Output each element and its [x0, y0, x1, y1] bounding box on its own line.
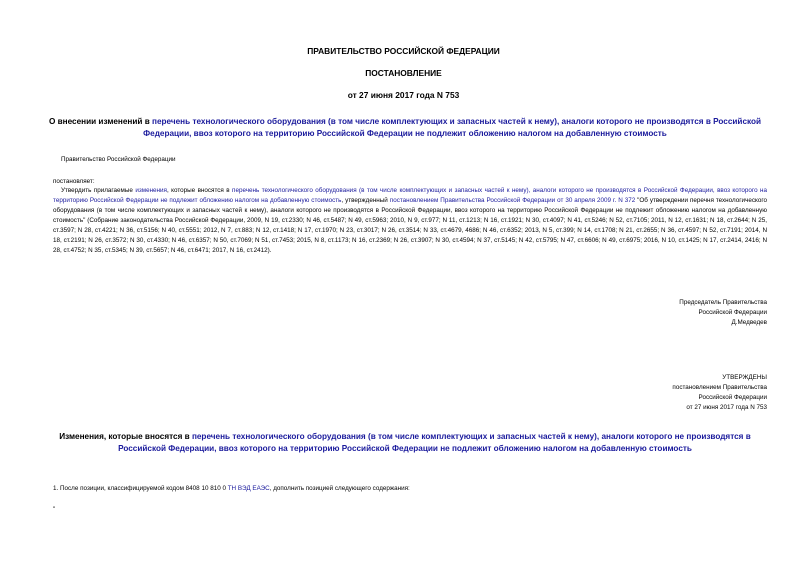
approved-block	[672, 373, 767, 413]
approved-line-4: от 27 июня 2017 года N 753	[686, 404, 767, 411]
changes-title	[40, 431, 770, 455]
p1-text-c: , утвержденный	[341, 197, 390, 204]
title-prefix: О внесении изменений в	[48, 117, 153, 126]
signature-line-1: Председатель Правительства	[679, 299, 767, 306]
document-date-number: от 27 июня 2017 года N 753	[347, 90, 460, 100]
document-title	[40, 116, 770, 140]
equipment-list-link[interactable]: перечень технологического оборудования (в том числе комплектующих и запасных частей к нему), аналоги которого не производятся в Российской Федерации, ввоз которого на территорию Российской Федерации не подлежит обложению налогом на добавленную стоимость	[53, 187, 767, 204]
p1-text-a: Утвердить прилагаемые	[61, 187, 136, 194]
approved-line-2: постановлением Правительства	[672, 384, 767, 391]
title-link[interactable]: перечень технологического оборудования (в том числе комплектующих и запасных частей к нему), аналоги которого не производятся в Российской Федерации, ввоз которого на территорию Российской Федерации не подлежит обложению налогом на добавленную стоимость	[143, 117, 762, 138]
signature-block	[679, 298, 767, 328]
item-1-text-a: 1. После позиции, классифицируемой кодом 8408 10 810 0	[53, 485, 228, 492]
item-1	[53, 484, 410, 494]
tn-ved-link[interactable]: ТН ВЭД ЕАЭС	[227, 485, 270, 492]
signature-line-3: Д.Медведев	[731, 319, 767, 326]
quote-mark: "	[53, 506, 56, 513]
p1-text-d: "Об утверждении перечня технологического оборудования (в том числе комплектующих и запасных частей к нему), аналоги которого не производятся в Российской Федерации, ввоз которого на территорию Российской Федерации не подлежит обложению налогом на добавленную стоимость" (Собрание законодательства Российской Федерации, 2009, N 19, ст.2330; N 46, ст.5487; N 49, ст.5963; 2010, N 9, ст.977; N 11, ст.1213; N 16, ст.1921; N 30, ст.4097; N 41, ст.5246; N 52, ст.7105; 2011, N 12, ст.1631; N 18, ст.2644; N 25, ст.3597; N 28, ст.4221; N 36, ст.5156; N 40, ст.5551; 2012, N 7, ст.883; N 12, ст.1418; N 17, ст.1970; N 23, ст.3017; N 26, ст.3514; N 33, ст.4679, 4686; N 46, ст.6352; 2013, N 5, ст.399; N 14, ст.1708; N 21, ст.2655; N 36, ст.4597; N 52, ст.7191; 2014, N 18, ст.2191; N 26, ст.3572; N 30, ст.4330; N 46, ст.6357; N 50, ст.7069; N 51, ст.7453; 2015, N 8, ст.1173; N 16, ст.2369; N 26, ст.3907; N 30, ст.4594; N 37, ст.5145; N 42, ст.5795; N 47, ст.6606; N 49, ст.6975; 2016, N 10, ст.1425; N 17, ст.2414, 2416; N 28, ст.4752; N 35, ст.5345; N 39, ст.5657; N 46, ст.6471; 2017, N 16, ст.2412).	[53, 197, 767, 254]
main-paragraph	[53, 186, 767, 256]
government-text: Правительство Российской Федерации	[61, 156, 176, 163]
signature-line-2: Российской Федерации	[698, 309, 767, 316]
government-heading: ПРАВИТЕЛЬСТВО РОССИЙСКОЙ ФЕДЕРАЦИИ	[307, 46, 500, 56]
p1-text-b: , которые вносятся в	[166, 187, 233, 194]
approved-line-3: Российской Федерации	[698, 394, 767, 401]
resolution-372-link[interactable]: постановлением Правительства Российской Федерации от 30 апреля 2009 г. N 372	[389, 197, 636, 204]
changes-title-prefix: Изменения, которые вносятся в	[59, 432, 192, 441]
item-1-text-b: , дополнить позицией следующего содержания:	[269, 485, 410, 492]
changes-title-link[interactable]: перечень технологического оборудования (в том числе комплектующих и запасных частей к нему), аналоги которого не производятся в Российской Федерации, ввоз которого на территорию Российской Федерации не подлежит обложению налогом на добавленную стоимость	[118, 432, 751, 453]
changes-link[interactable]: изменения	[135, 187, 167, 194]
document-type: ПОСТАНОВЛЕНИЕ	[365, 68, 442, 78]
decides-text: постановляет:	[53, 178, 95, 185]
approved-line-1: УТВЕРЖДЕНЫ	[722, 374, 767, 381]
